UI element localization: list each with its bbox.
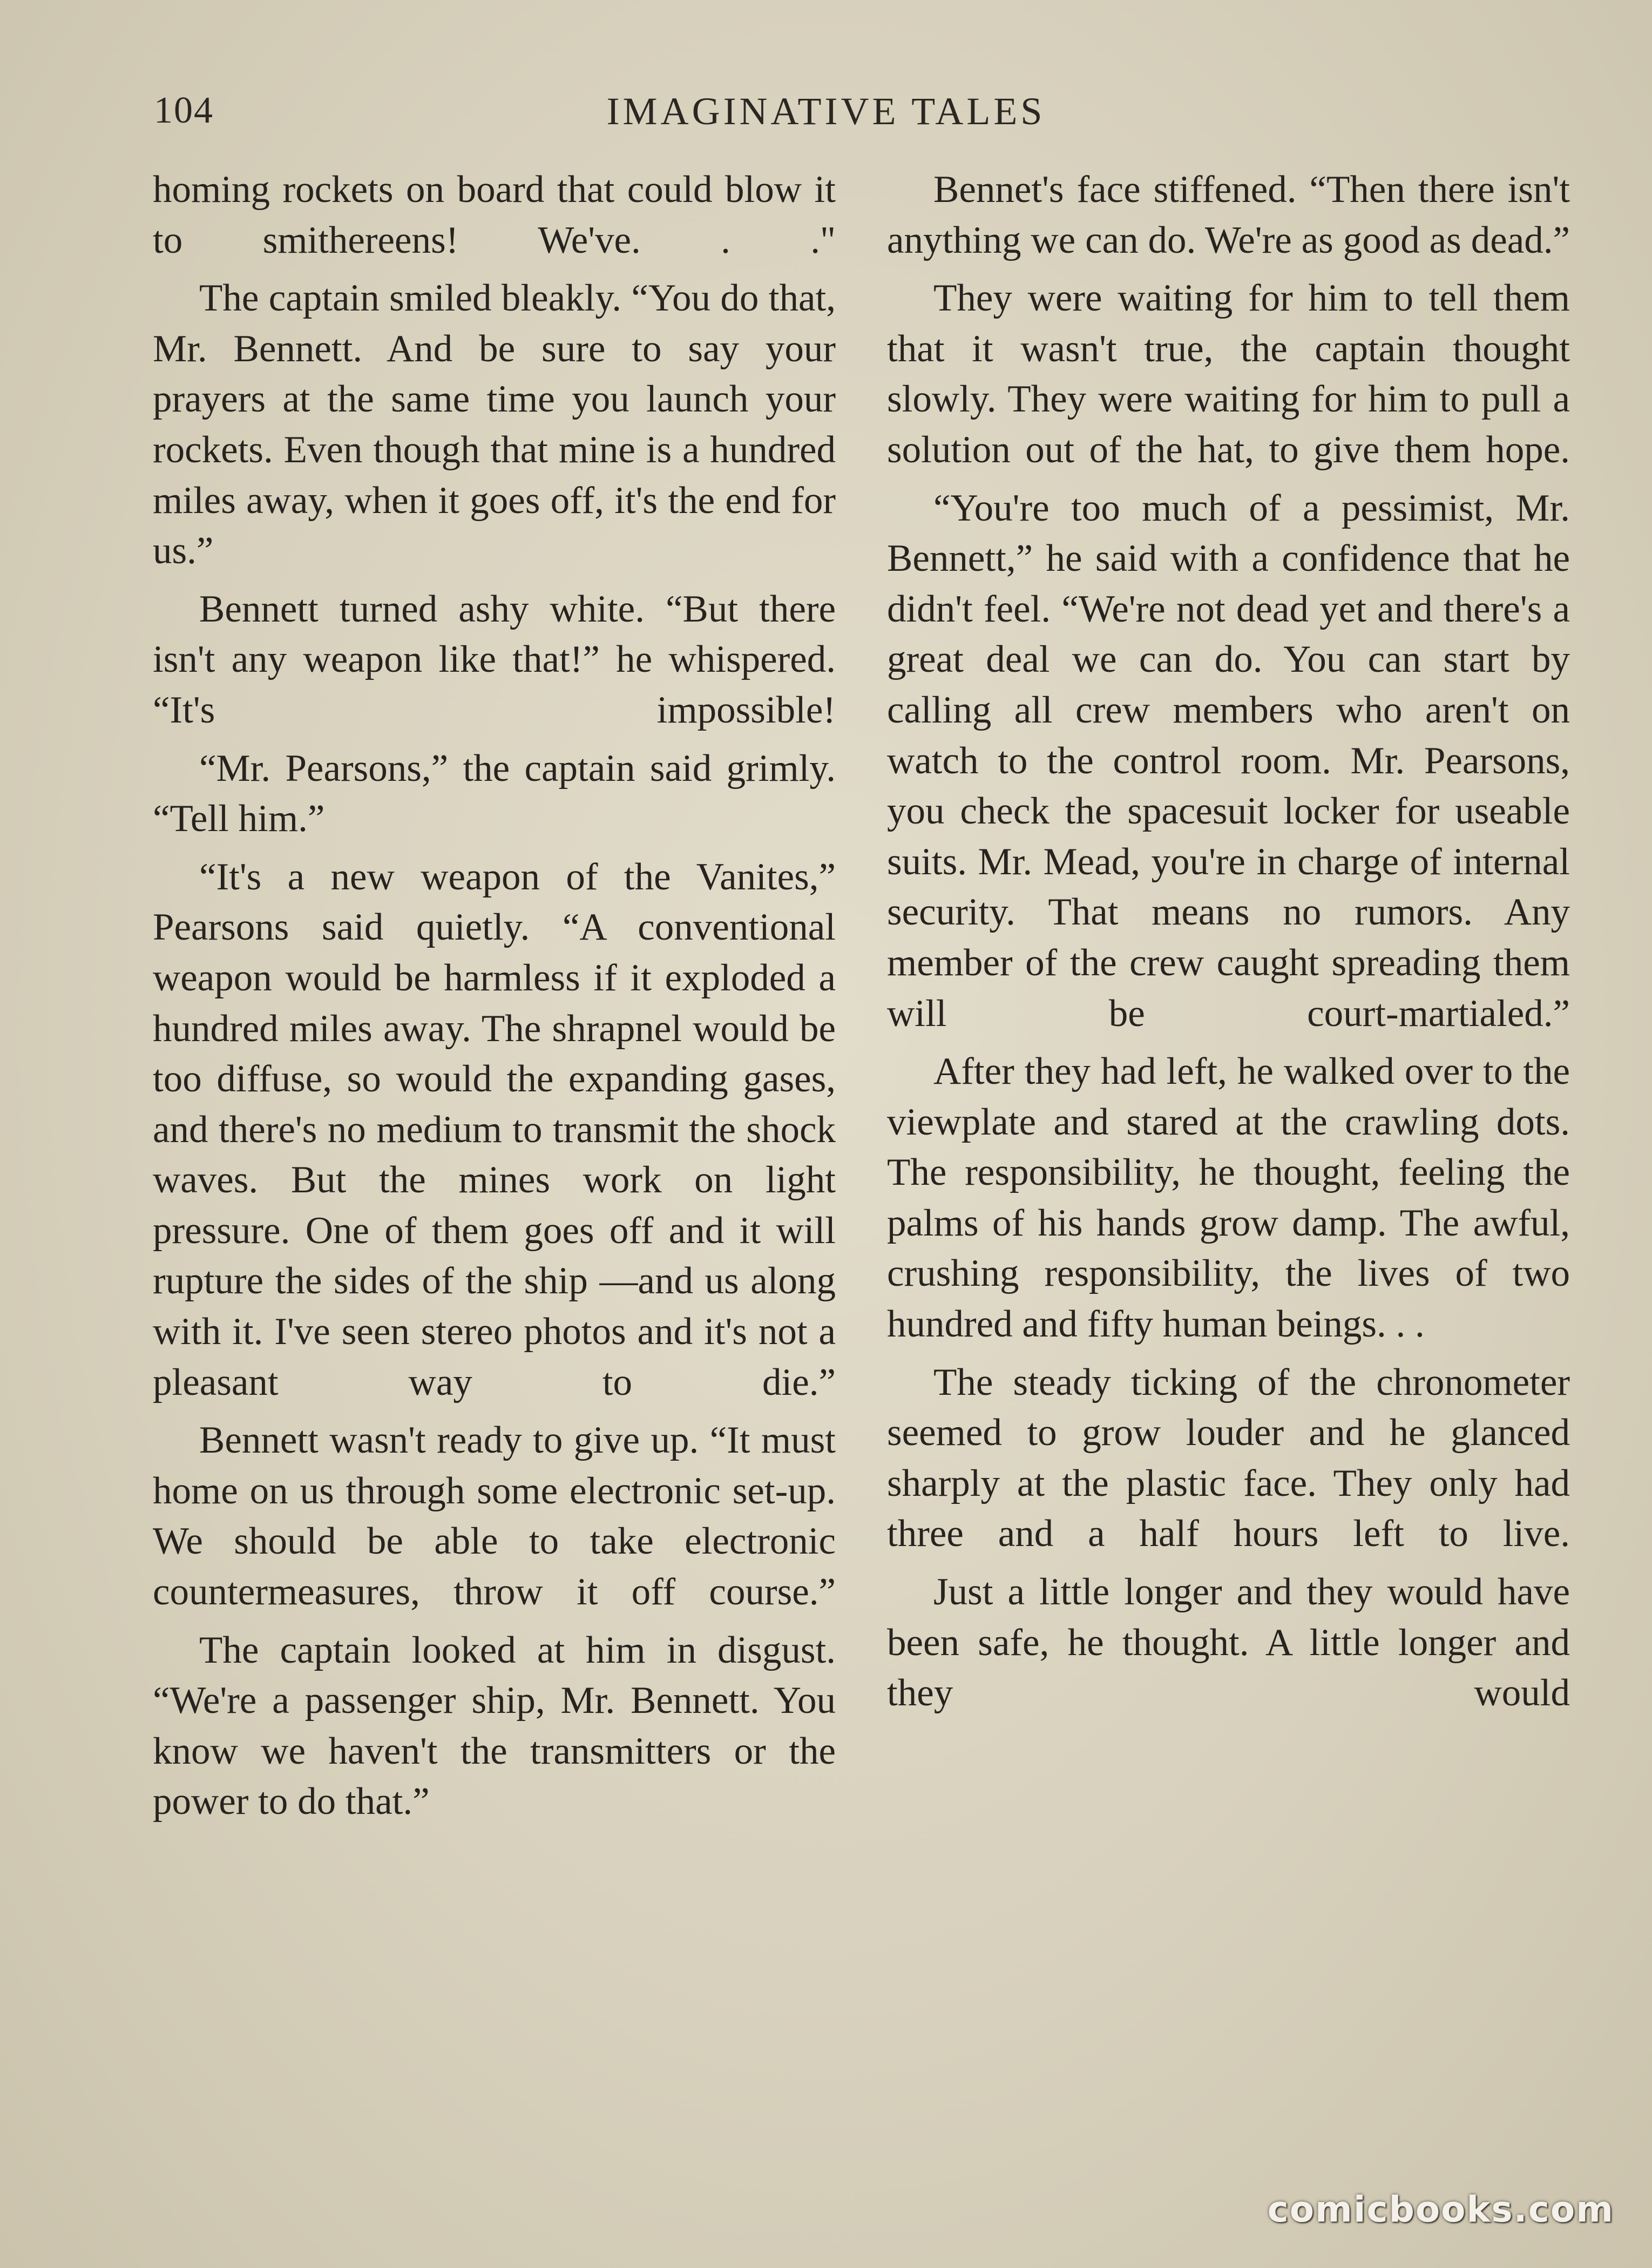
paragraph: The captain smiled bleakly. “You do that, Mr. Bennett. And be sure to say your prayers at the same time you launch your rockets. Even though that mine is a hundred miles away, when it goes off, it's the end for us.” bbox=[153, 277, 836, 572]
right-column bbox=[887, 165, 1570, 1726]
paragraph: After they had left, he walked over to the viewplate and stared at the crawling dots. The responsibility, he thought, feeling the palms of his hands grow damp. The awful, crushing responsibility, the lives of two hundred and fifty human beings. . . bbox=[887, 1050, 1570, 1346]
watermark: comicbooks.com bbox=[1267, 2189, 1614, 2230]
paragraph: “Mr. Pearsons,” the captain said grimly. “Tell him.” bbox=[153, 747, 836, 840]
paragraph: Just a little longer and they would have been safe, he thought. A little longer and they would bbox=[887, 1571, 1570, 1714]
paragraph: Bennet's face stiffened. “Then there isn't anything we can do. We're as good as dead.” bbox=[887, 168, 1570, 261]
paragraph: homing rockets on board that could blow it to smithereens! We've. . ." bbox=[153, 168, 836, 261]
paragraph: “It's a new weapon of the Vanites,” Pearsons said quietly. “A conventional weapon would be harmless if it exploded a hundred miles away. The shrapnel would be too diffuse, so would the expanding gases, and there's no medium to transmit the shock waves. But the mines work on light pressure. One of them goes off and it will rupture the sides of the ship —and us along with it. I've seen stereo photos and it's not a pleasant way to die.” bbox=[153, 855, 836, 1403]
running-title: IMAGINATIVE TALES bbox=[606, 90, 1046, 133]
paragraph: Bennett wasn't ready to give up. “It must home on us through some electronic set-up. We should be able to take electronic countermeasures, throw it off course.” bbox=[153, 1419, 836, 1614]
paragraph: Bennett turned ashy white. “But there isn't any weapon like that!” he whispered. “It's impossible! bbox=[153, 588, 836, 731]
paragraph: They were waiting for him to tell them that it wasn't true, the captain thought slowly. They were waiting for him to pull a solution out of the hat, to give them hope. bbox=[887, 277, 1570, 471]
left-column bbox=[153, 165, 836, 1835]
page-number: 104 bbox=[154, 90, 214, 131]
paragraph: The steady ticking of the chronometer seemed to grow louder and he glanced sharply at the plastic face. They only had three and a half hours left to live. bbox=[887, 1361, 1570, 1555]
paragraph: “You're too much of a pessimist, Mr. Bennett,” he said with a confidence that he didn't feel. “We're not dead yet and there's a great deal we can do. You can start by calling all crew members who aren't on watch to the control room. Mr. Pearsons, you check the spacesuit locker for useable suits. Mr. Mead, you're in charge of internal security. That means no rumors. Any member of the crew caught spreading them will be court-martialed.” bbox=[887, 487, 1570, 1035]
paragraph: The captain looked at him in disgust. “We're a passenger ship, Mr. Bennett. You know we haven't the transmitters or the power to do that.” bbox=[153, 1629, 836, 1823]
